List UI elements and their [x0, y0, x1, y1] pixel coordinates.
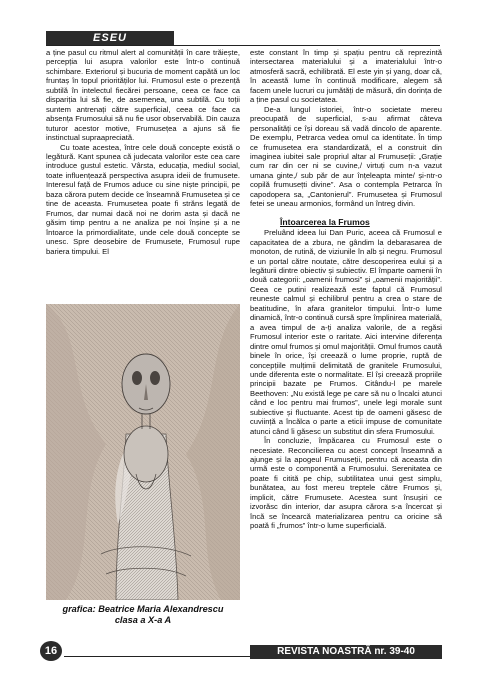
magazine-title: REVISTA NOASTRĂ nr. 39-40	[250, 645, 442, 659]
artwork-drawing	[46, 304, 240, 600]
section-subheading: Întoarcerea la Frumos	[280, 216, 370, 227]
left-paragraph-2: Cu toate acestea, între cele două concepte există o legătură. Kant spunea că judecata valorilor este cea care introduce gustul estetic. Vârsta, educația, mediul social, toate influențează perspectiva asupra ideii de frumusete. Interesul față de Frumos aduce cu sine niște principii, pe baza cărora putem decide ce înseamnă Frumusetea și ce tine de aceasta. Frumusetea poate fi străns legată de Frumos, dar numai dacă noi ne dorim asta și dacă ne găsim timp pentru a ne analiza pe noi înșine și a ne întoarce la primordialitate, unde cele două concepte se unesc. Spre deosebire de Frumusete, Frumosul rupe bariera timpului. El	[46, 142, 240, 256]
artwork-illustration	[46, 304, 240, 600]
right-column	[250, 48, 442, 531]
page-number: 16	[40, 641, 62, 661]
header-rule	[46, 45, 440, 46]
right-paragraph-4: În concluzie, împăcarea cu Frumosul este o necesiate. Reconcilierea cu acest concept înseamnă a ajunge și la apogeul Frumuseții, pentru că aceasta din urmă este o componentă a Frumosului. Serenitatea ce poate fi citită pe chip, subtilitatea unui gest simplu, bunătatea, au fost mereu treptele către Frumos și, implicit, către Frumusete. Acestea sunt însușiri ce izvorăsc din interior, dar asupra cărora s-a încercat și încă se încearcă materializarea pentru ca oricine să poată fi „frumos” într-o lume superficială.	[250, 436, 442, 531]
left-column	[46, 48, 240, 256]
section-label: ESEU	[46, 31, 174, 45]
caption-class: clasa a X-a A	[114, 615, 172, 625]
right-paragraph-1: este constant în timp și spațiu pentru că reprezintă intersectarea materialului și a imaterialului într-o atmosferă sacră, echilibrată. El este yin și yang, doar că, în această lume în continuă modificare, alegem să facem unele lucruri cu jumătăți de măsură, din dorința de a ține pasul cu societatea.	[250, 48, 442, 105]
illustration-caption	[46, 604, 240, 626]
caption-author: grafica: Beatrice Maria Alexandrescu	[62, 604, 224, 614]
right-paragraph-3: Preluând ideea lui Dan Puric, aceea că Frumosul e capacitatea de a zbura, ne gândim la debarasarea de monoton, de rutină, de viziunile în alb și negru. Frumosul e un portal către noutate, către descoperirea eului și a legăturii dintre obiectiv și subiectiv. El împarte oamenii în două categorii: „oamenii frumosi” și „oamenii majorității”. Ceea ce putini realizează este faptul că Frumosul reuneste calmul și echilibrul pentru a crea o stare de beatitudine, în afara granitelor timpului. Într-o lume dinamică, într-o continuă cursă spre împlinirea materială, a avea timpul de a-ți analiza valorile, de a regăsi Frumosul interior este o raritate. Aici intervine diferența dintre omul frumos și omul majorității. Omul frumos caută binele în orice, își creează o lume proprie, ruptă de concepțiile mulțimii delimitată de granitele Frumosului, unde diferenta este o normalitate. El își creează propriile principii bazate pe Frumos. Citându-l pe marele Beethoven: „Nu există lege pe care să nu o încalci atunci când e loc pentru mai frumos”, unele legi morale sunt subiective și fluctuante. Acest tip de oameni găsesc de cuviință a încălca o parte a eticii impuse de comunitate atunci când îi găsesc un substitut din sfera Frumosului.	[250, 228, 443, 436]
left-paragraph-1: a ține pasul cu ritmul alert al comunității în care trăiește, percepția lui asupra valorilor este într-o continuă schimbare. Exteriorul și bucuria de moment capătă un loc fruntaș în topul priorităților lui. Frumosul este o prezență subtilă în intelectul fiecărei persoane, ceea ce face ca dispariția lui să fie, de asemenea, una subtilă. Cu toții suntem antrenați către superficial, ceea ce face ca absența Frumosului să nu fie usor observabilă. Din cauza tuturor acestor motive, Frumusețea a ajuns să fie instinctual supraapreciată.	[46, 48, 240, 143]
right-paragraph-2: De-a lungul istoriei, într-o societate mereu preocupată de superficial, s-au afirmat câteva personalități ce își doreau să vadă dincolo de aparente. De exemplu, Petrarca vedea omul ca identitate. În timp ce frumusetea era standardizată, el a construit din imaginea iubitei sale propriul altar al Frumuseții: „Grație cum rar din cer ni se cuvine,/ virtuți cum n-a vazut umana ginte,/ sub păr de aur înțeleapta minte/ și-ntr-o copilă frumusețti divine”. Asa o contempla Petrarca în capodopera sa, „Cantonierul”. Frumusetea și Frumosul fetei se uneau armonios, formând un întreg divin.	[250, 104, 442, 209]
